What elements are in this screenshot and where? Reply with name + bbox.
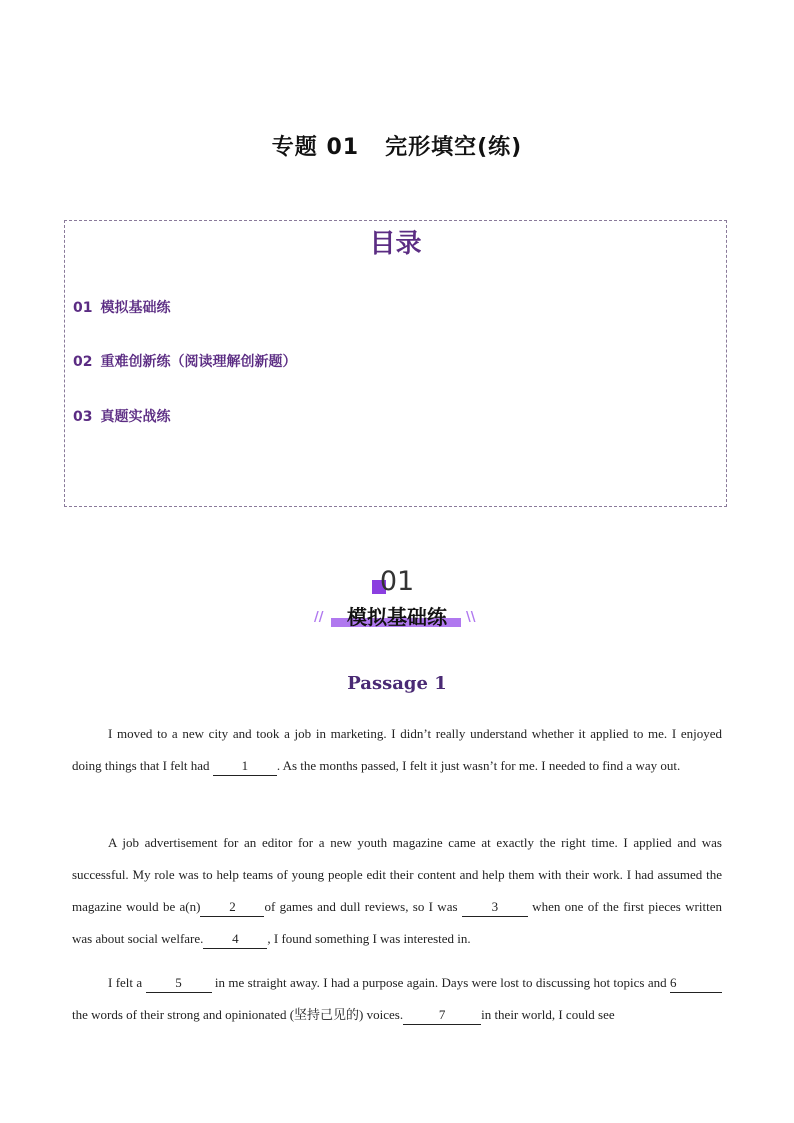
section-slash-right: \\: [466, 610, 476, 625]
section-number: 01: [379, 566, 415, 597]
table-of-contents: [64, 220, 727, 507]
paragraph-text: of games and dull reviews, so I was: [264, 899, 462, 914]
toc-item-number: 01: [73, 300, 93, 316]
toc-item-03[interactable]: [73, 406, 170, 426]
toc-item-01[interactable]: [73, 297, 170, 317]
title-number: 专题 01: [271, 135, 360, 160]
blank-5[interactable]: 5: [146, 974, 212, 993]
toc-item-label: 重难创新练（阅读理解创新题）: [100, 354, 297, 370]
blank-3[interactable]: 3: [462, 898, 528, 917]
blank-4[interactable]: 4: [203, 930, 267, 949]
passage-title: Passage 1: [347, 673, 447, 694]
section-slash-left: //: [314, 610, 324, 625]
blank-1[interactable]: 1: [213, 757, 277, 776]
paragraph-2: [72, 827, 722, 955]
paragraph-text: in their world, I could see: [481, 1007, 615, 1022]
paragraph-text: , I found something I was interested in.: [267, 931, 471, 946]
paragraph-text: A job advertisement for an editor for a new youth magazine came at exactly the right time. I applied and was successful. My role was to help teams of young people edit their content and help them with their work. I had assumed the magazine would be a(n): [72, 835, 722, 914]
section-label: 模拟基础练: [347, 605, 447, 629]
blank-2[interactable]: 2: [200, 898, 264, 917]
document-title: [0, 130, 794, 161]
toc-heading: 目录: [369, 229, 422, 259]
paragraph-3: [72, 967, 722, 1031]
paragraph-text: in me straight away. I had a purpose again. Days were lost to discussing hot topics and: [211, 975, 670, 990]
paragraph-1: [72, 718, 722, 782]
paragraph-text: the words of their strong and opinionated (坚持己见的) voices.: [72, 1007, 404, 1022]
toc-item-02[interactable]: [73, 351, 296, 371]
section-header: [0, 566, 794, 636]
paragraph-text: I felt a: [108, 975, 146, 990]
title-topic: 完形填空(练): [385, 135, 523, 160]
blank-7[interactable]: 7: [403, 1006, 481, 1025]
blank-6[interactable]: 6: [670, 974, 722, 993]
toc-item-number: 02: [73, 354, 93, 370]
paragraph-text: I moved to a new city and took a job in marketing. I didn’t really understand whether it applied to me. I enjoyed doing things that I felt had: [72, 726, 722, 773]
toc-item-label: 模拟基础练: [100, 300, 171, 316]
toc-item-number: 03: [73, 409, 93, 425]
paragraph-text: when one of the first pieces written was about social welfare.: [72, 899, 722, 946]
paragraph-text: . As the months passed, I felt it just wasn’t for me. I needed to find a way out.: [276, 758, 681, 773]
toc-item-label: 真题实战练: [100, 409, 171, 425]
